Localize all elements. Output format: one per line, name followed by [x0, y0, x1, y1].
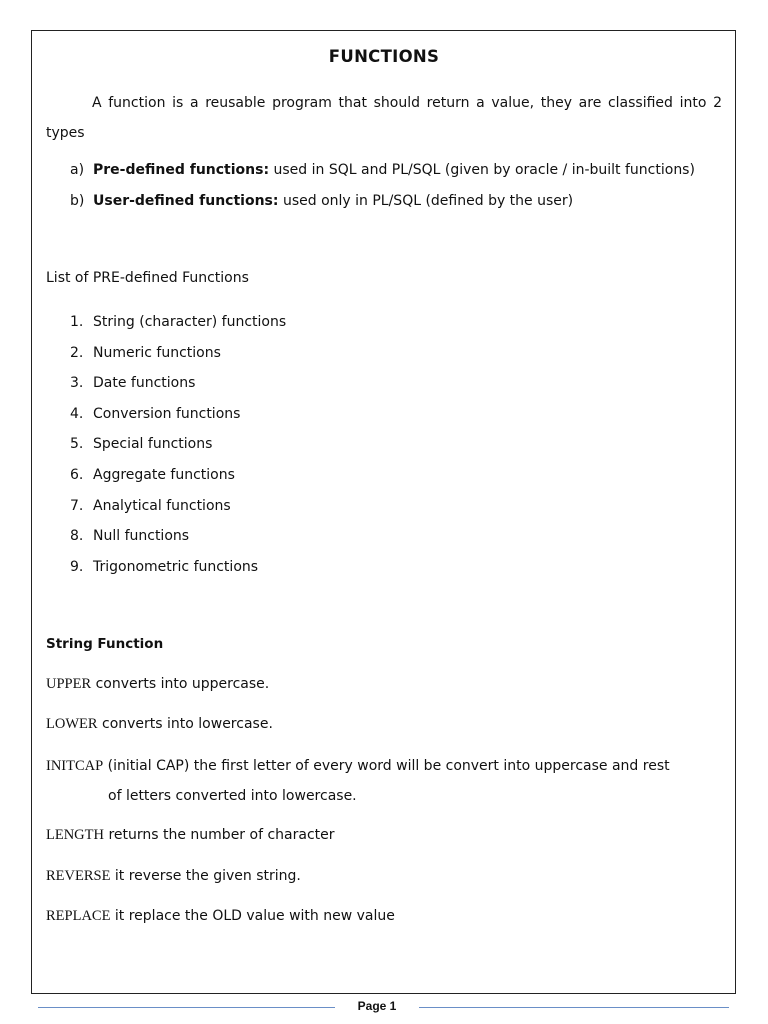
footer-rule-left — [38, 1007, 335, 1008]
string-function-def — [46, 908, 722, 925]
list-item — [70, 342, 286, 373]
function-keyword: LOWER — [46, 716, 98, 732]
list-item — [70, 525, 286, 556]
list-marker: a) — [70, 162, 85, 178]
list-number: 9. — [70, 558, 84, 575]
function-keyword: INITCAP — [46, 758, 104, 774]
function-type-desc: used in SQL and PL/SQL (given by oracle / in-built functions) — [269, 162, 695, 178]
list-number: 2. — [70, 344, 84, 361]
document-title: FUNCTIONS — [328, 47, 440, 66]
list-item-text: Numeric functions — [93, 344, 221, 361]
list-number: 4. — [70, 405, 84, 422]
list-item — [70, 464, 286, 495]
function-keyword: REVERSE — [46, 868, 111, 884]
list-number: 3. — [70, 375, 84, 392]
string-function-def — [46, 716, 722, 733]
list-marker: b) — [70, 193, 85, 209]
intro-paragraph: A function is a reusable program that should return a value, they are classified into 2 types — [46, 95, 722, 141]
function-keyword: UPPER — [46, 676, 92, 692]
function-desc: it reverse the given string. — [110, 868, 301, 884]
function-keyword: LENGTH — [46, 827, 104, 843]
function-desc: returns the number of character — [104, 827, 335, 843]
function-desc-continuation: of letters converted into lowercase. — [108, 788, 357, 804]
function-desc: converts into uppercase. — [91, 676, 270, 692]
page-number: Page 1 — [357, 999, 397, 1013]
list-number: 5. — [70, 436, 84, 453]
string-function-def — [46, 868, 722, 885]
predefined-list-heading: List of PRE-defined Functions — [46, 270, 249, 286]
list-item-text: Trigonometric functions — [93, 558, 259, 575]
string-function-heading: String Function — [46, 636, 164, 652]
list-item — [70, 556, 286, 587]
list-number: 8. — [70, 528, 84, 545]
list-item — [70, 403, 286, 434]
list-item-text: Null functions — [93, 528, 190, 545]
function-type-desc: used only in PL/SQL (defined by the user) — [278, 193, 574, 209]
list-item — [70, 311, 286, 342]
list-item — [70, 495, 286, 526]
function-type-term: User-defined functions: — [93, 193, 279, 209]
list-item-text: Date functions — [93, 375, 196, 392]
list-number: 7. — [70, 497, 84, 514]
function-type-item — [70, 158, 695, 189]
list-item-text: Conversion functions — [93, 405, 241, 422]
list-item-text: Analytical functions — [93, 497, 231, 514]
function-type-term: Pre-defined functions: — [93, 162, 270, 178]
string-function-def — [46, 751, 722, 811]
predefined-functions-list — [70, 311, 286, 586]
footer-rule-right — [419, 1007, 729, 1008]
function-desc: (initial CAP) the first letter of every word will be convert into uppercase and rest — [103, 758, 670, 774]
function-keyword: REPLACE — [46, 908, 111, 924]
list-number: 6. — [70, 466, 84, 483]
function-type-item — [70, 189, 695, 220]
list-item — [70, 433, 286, 464]
function-desc: it replace the OLD value with new value — [110, 908, 395, 924]
list-item-text: Aggregate functions — [93, 466, 235, 483]
list-number: 1. — [70, 314, 84, 330]
function-types-list — [70, 158, 695, 220]
list-item-text: Special functions — [93, 436, 213, 453]
list-item-text: String (character) functions — [93, 314, 287, 330]
function-desc: converts into lowercase. — [97, 716, 273, 732]
string-function-def — [46, 827, 722, 844]
string-function-def — [46, 676, 722, 693]
list-item — [70, 372, 286, 403]
